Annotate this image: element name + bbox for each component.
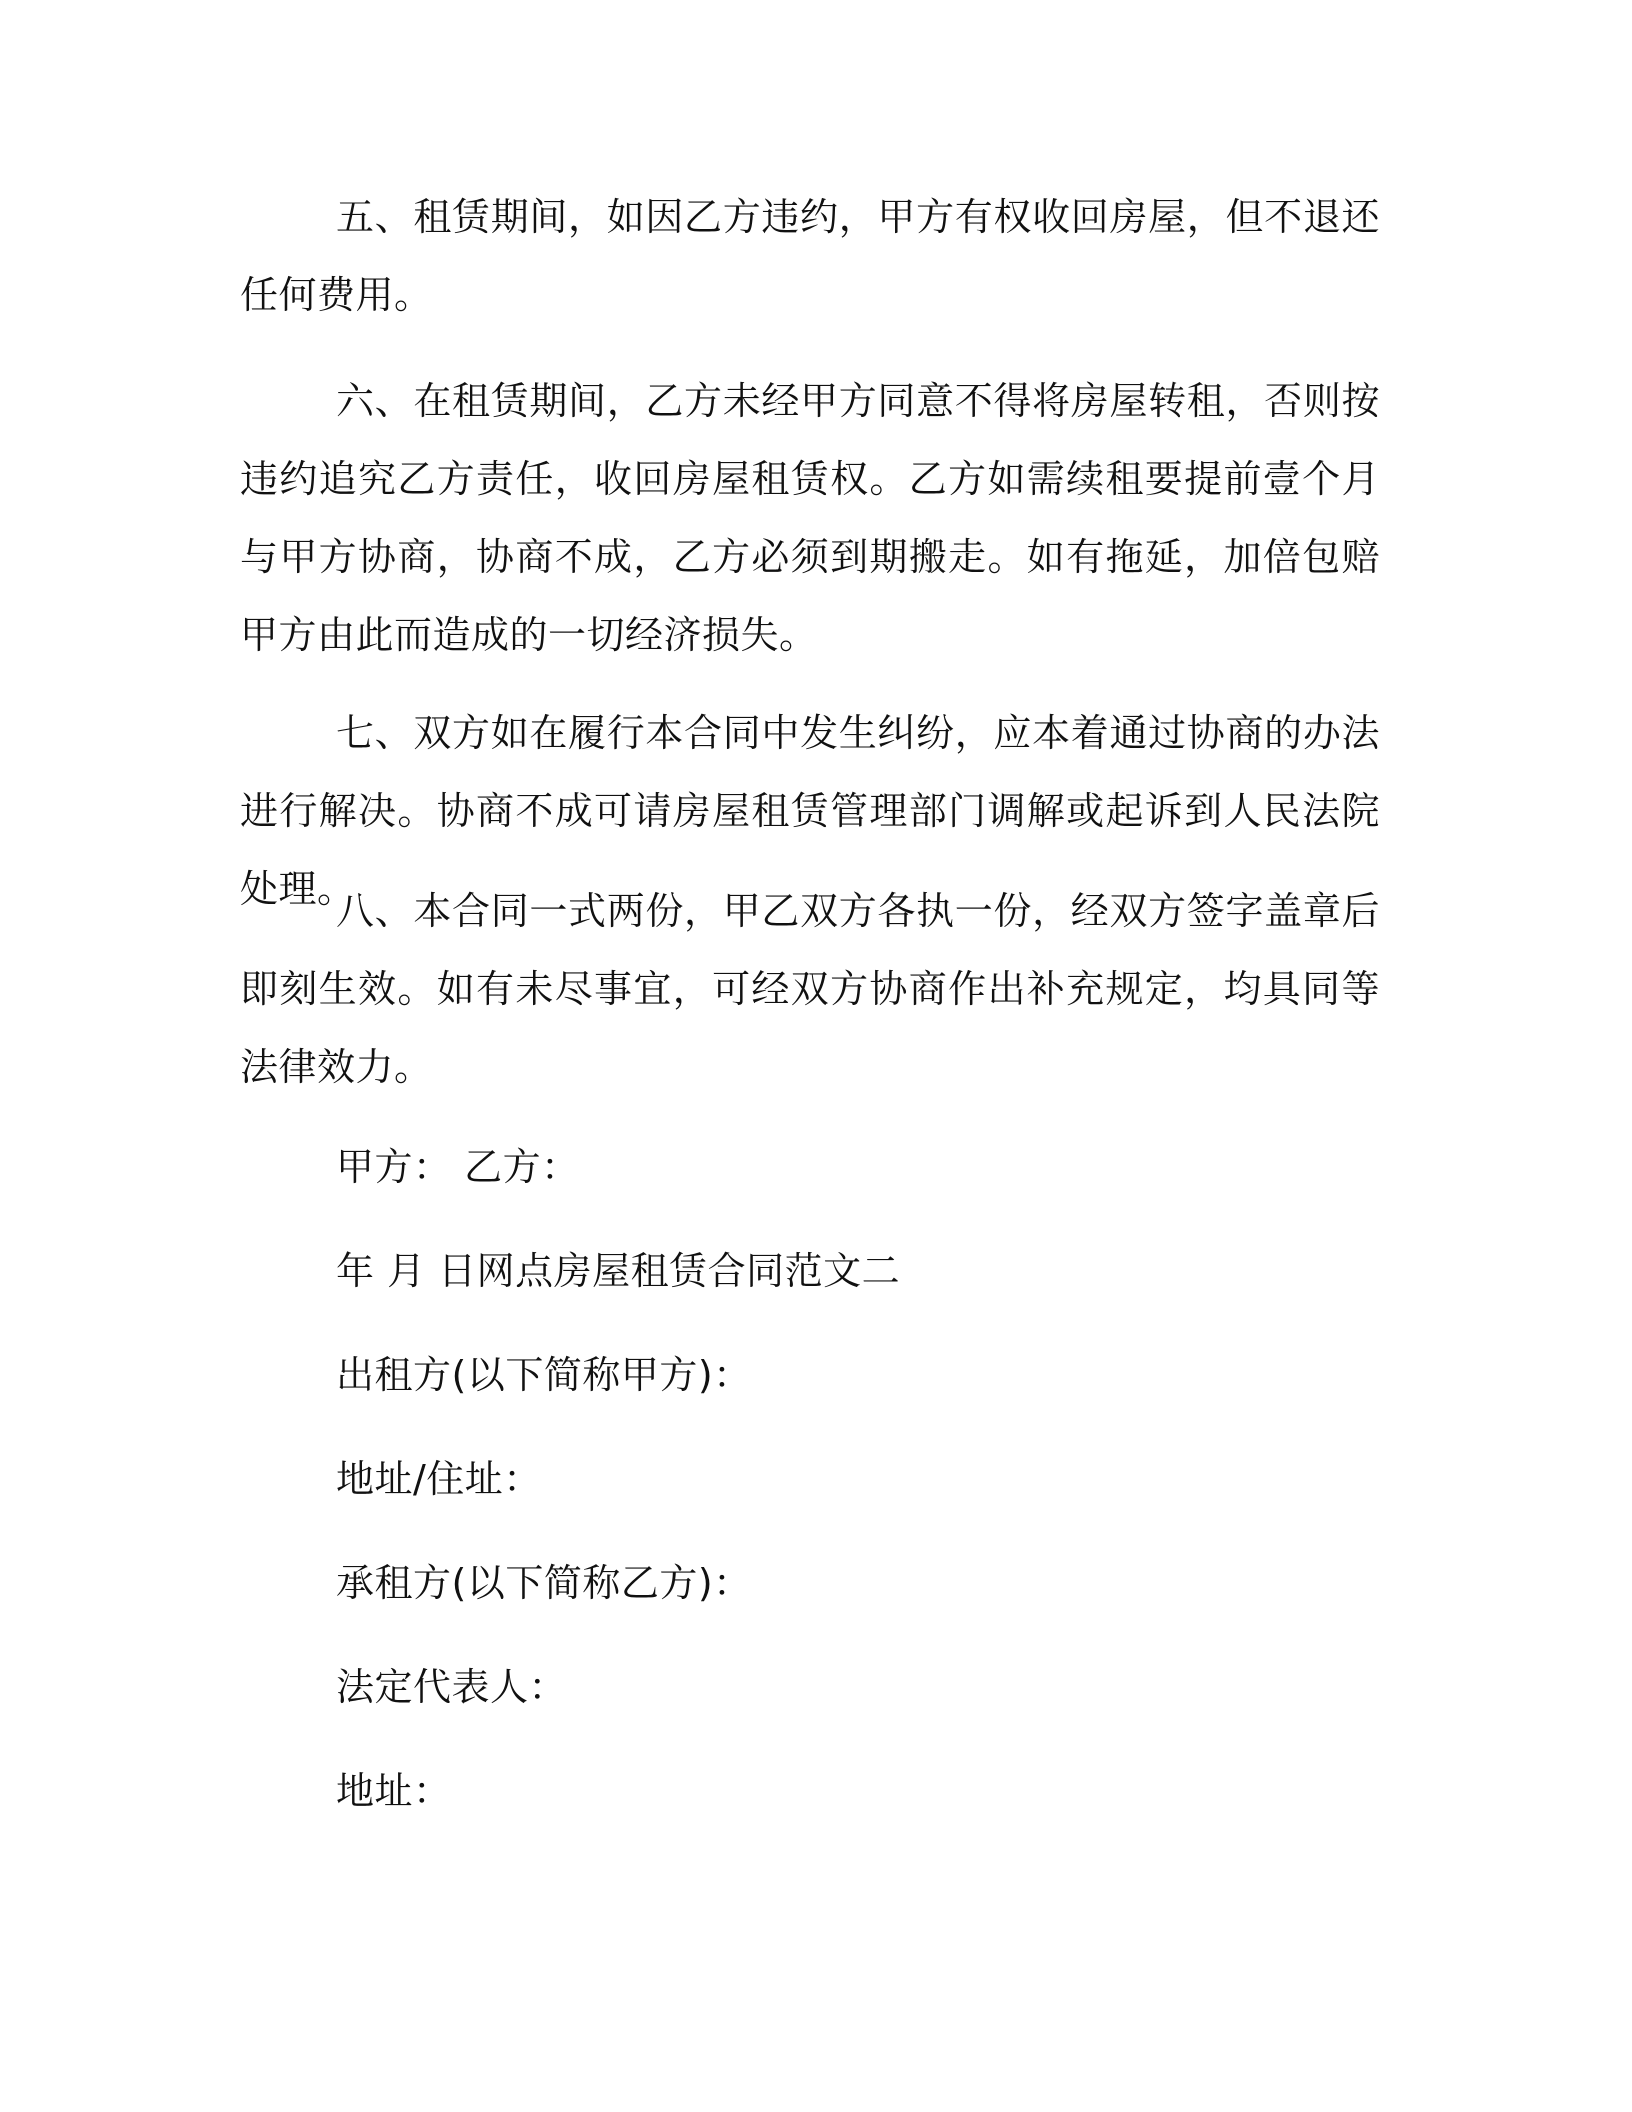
lessor-field: 出租方(以下简称甲方)： xyxy=(336,1353,752,1397)
lessee-address-field: 地址： xyxy=(336,1769,452,1813)
signature-line: 甲方： 乙方： xyxy=(336,1145,580,1189)
clause-8: 八、本合同一式两份，甲乙双方各执一份，经双方签字盖章后即刻生效。如有未尽事宜，可经双方协商作出补充规定，均具同等法律效力。 xyxy=(240,889,1380,1089)
legal-representative-field: 法定代表人： xyxy=(336,1665,568,1709)
clause-6: 六、在租赁期间，乙方未经甲方同意不得将房屋转租，否则按违约追究乙方责任，收回房屋租赁权。乙方如需续租要提前壹个月与甲方协商，协商不成，乙方必须到期搬走。如有拖延，加倍包赔甲方由此而造成的一切经济损失。 xyxy=(240,379,1380,657)
date-and-title-line: 年 月 日网点房屋租赁合同范文二 xyxy=(336,1249,901,1293)
clause-7: 七、双方如在履行本合同中发生纠纷，应本着通过协商的办法进行解决。协商不成可请房屋租赁管理部门调解或起诉到人民法院处理。 xyxy=(240,711,1380,911)
clause-5: 五、租赁期间，如因乙方违约，甲方有权收回房屋，但不退还任何费用。 xyxy=(240,195,1380,317)
lessee-field: 承租方(以下简称乙方)： xyxy=(336,1561,752,1605)
address-field: 地址/住址： xyxy=(336,1457,542,1501)
